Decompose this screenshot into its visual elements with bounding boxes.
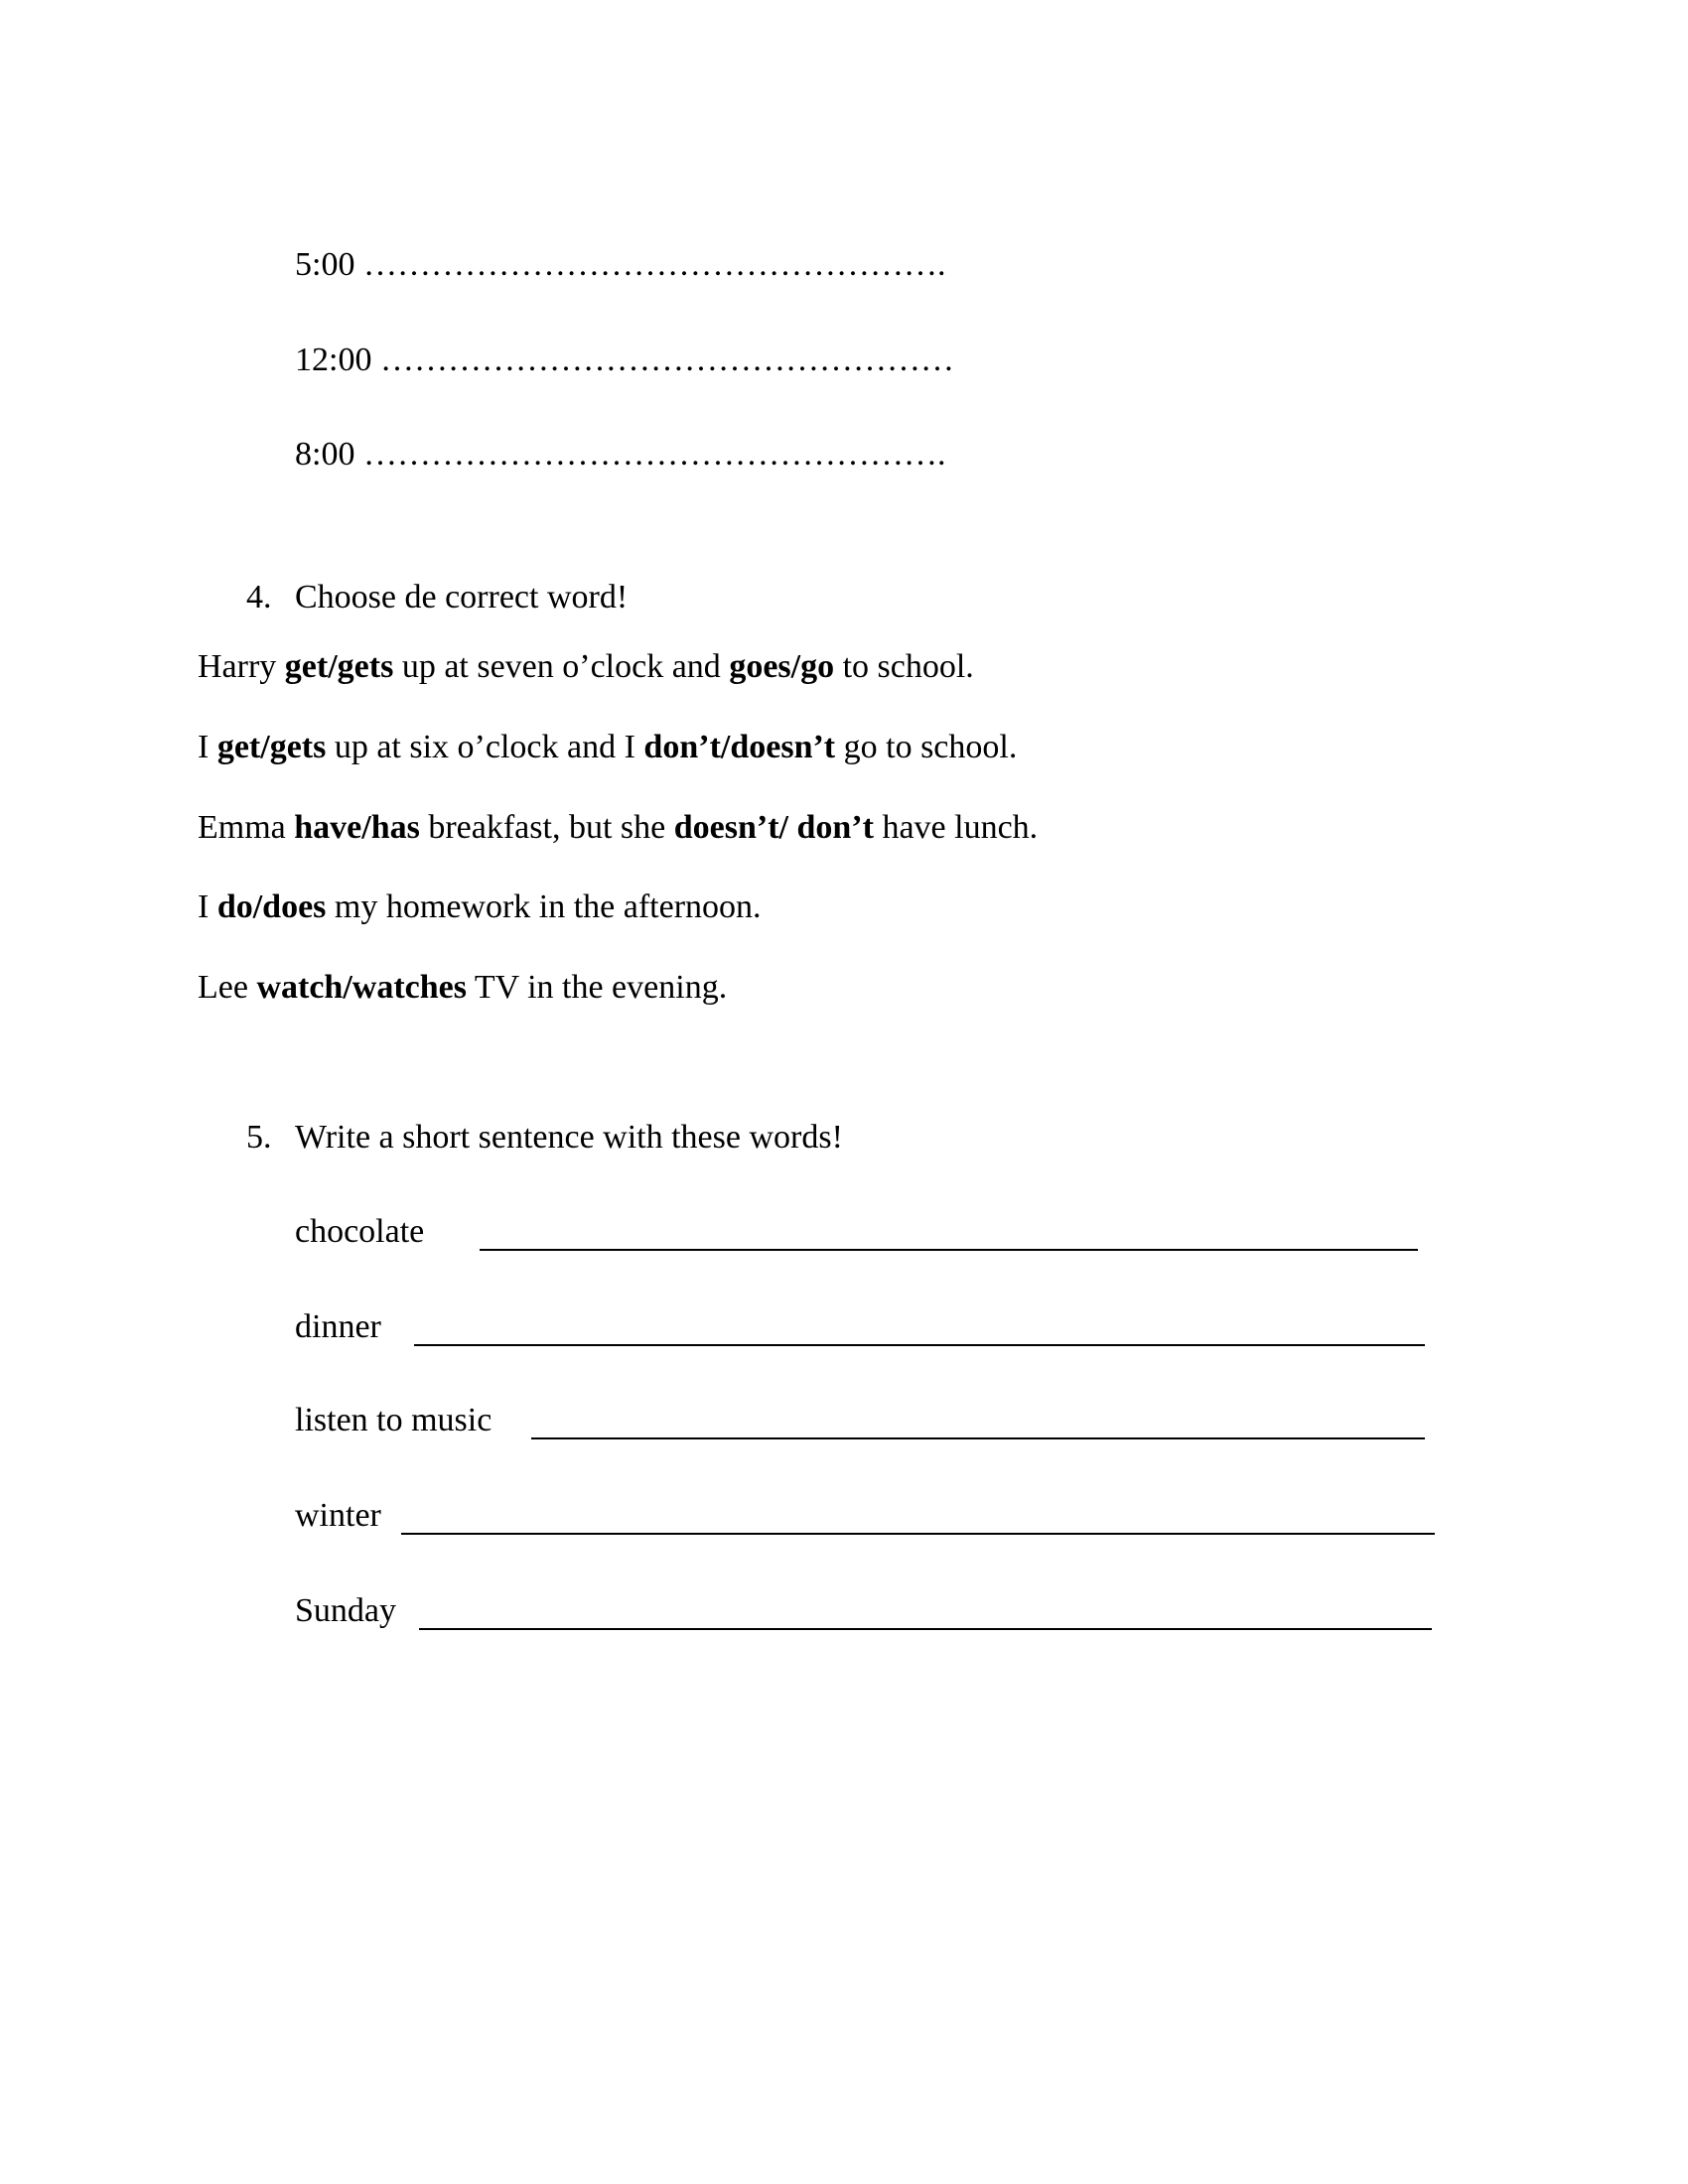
word-choice[interactable]: watch/watches: [256, 969, 467, 1006]
exercise-number: 5.: [246, 1119, 272, 1156]
answer-dotted-line[interactable]: …………………………………………….: [362, 246, 946, 283]
answer-blank-line[interactable]: [414, 1344, 1425, 1346]
exercise-4-instruction: Choose de correct word!: [295, 579, 629, 615]
answer-dotted-line[interactable]: ……………………………………………: [379, 341, 954, 378]
prompt-word: listen to music: [295, 1402, 492, 1438]
time-row: [295, 248, 945, 282]
sentence-text: Harry: [198, 648, 285, 685]
sentence-text: I: [198, 729, 217, 765]
sentence-text: Lee: [198, 969, 257, 1006]
word-choice[interactable]: do/does: [216, 888, 327, 925]
answer-blank-line[interactable]: [401, 1533, 1435, 1535]
prompt-word: winter: [295, 1497, 381, 1534]
prompt-word: chocolate: [295, 1213, 425, 1250]
exercise-4-heading: [246, 581, 272, 614]
sentence-text: my homework in the afternoon.: [326, 888, 762, 925]
sentence-text: to school.: [834, 648, 974, 685]
word-choice[interactable]: get/gets: [284, 648, 394, 685]
prompt-word: Sunday: [295, 1592, 396, 1629]
exercise-number: 4.: [246, 579, 272, 615]
sentence-text: TV in the evening.: [466, 969, 728, 1006]
time-label: 12:00: [295, 341, 372, 378]
sentence-text: up at six o’clock and I: [326, 729, 644, 765]
word-choice[interactable]: have/has: [294, 809, 420, 846]
word-choice[interactable]: get/gets: [216, 729, 327, 765]
sentence: [198, 731, 1017, 764]
word-choice[interactable]: doesn’t/ don’t: [673, 809, 874, 846]
time-label: 5:00: [295, 246, 355, 283]
sentence: [198, 971, 727, 1005]
word-choice[interactable]: don’t/doesn’t: [643, 729, 836, 765]
answer-blank-line[interactable]: [531, 1437, 1425, 1439]
answer-blank-line[interactable]: [419, 1628, 1432, 1630]
sentence-text: up at seven o’clock and: [393, 648, 730, 685]
time-label: 8:00: [295, 436, 355, 473]
prompt-word: dinner: [295, 1308, 381, 1345]
time-row: [295, 343, 954, 377]
exercise-5-instruction: Write a short sentence with these words!: [295, 1119, 843, 1156]
time-row: [295, 438, 945, 472]
sentence: [198, 890, 762, 924]
sentence: [198, 650, 974, 684]
answer-blank-line[interactable]: [480, 1249, 1418, 1251]
sentence-text: Emma: [198, 809, 295, 846]
sentence: [198, 811, 1038, 845]
answer-dotted-line[interactable]: …………………………………………….: [362, 436, 946, 473]
sentence-text: I: [198, 888, 217, 925]
sentence-text: breakfast, but she: [419, 809, 674, 846]
word-choice[interactable]: goes/go: [729, 648, 835, 685]
sentence-text: go to school.: [835, 729, 1018, 765]
sentence-text: have lunch.: [873, 809, 1039, 846]
